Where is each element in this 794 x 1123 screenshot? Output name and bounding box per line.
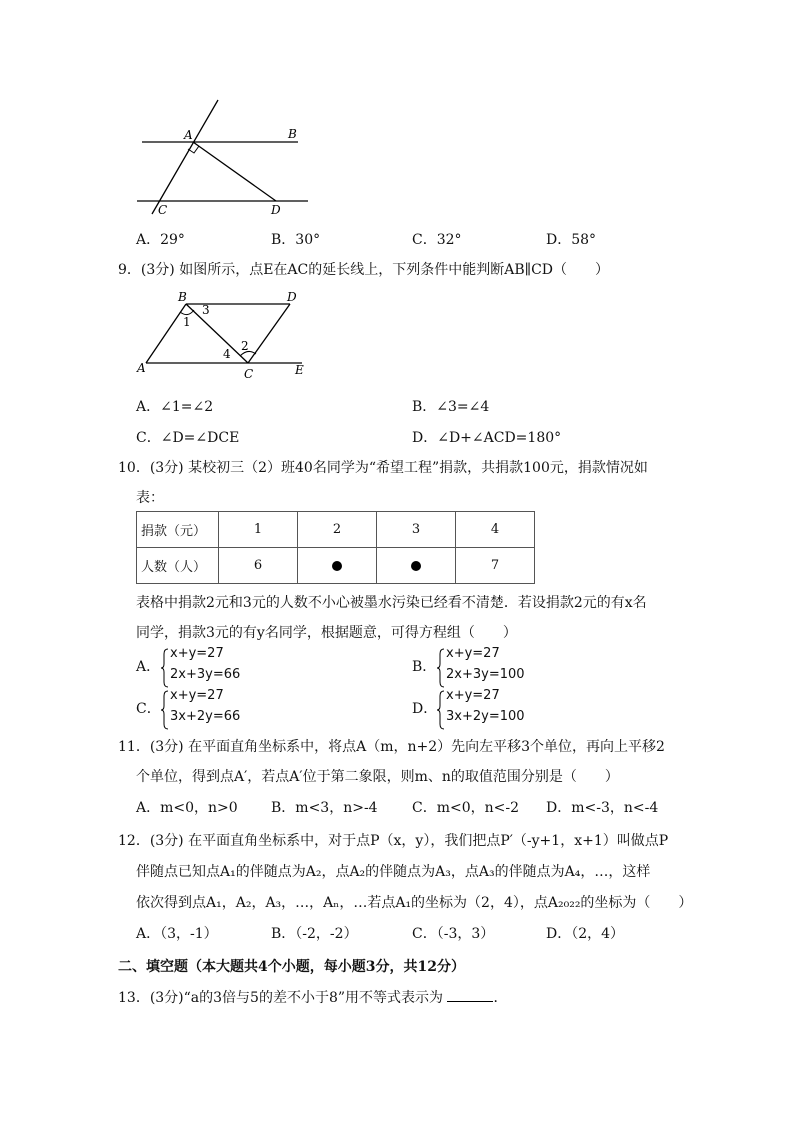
q12-option-c[interactable]: C．（-3，3） <box>412 926 495 942</box>
q12-option-b[interactable]: B．（-2，-2） <box>271 926 358 942</box>
q10-stem-line2: 表： <box>136 490 164 506</box>
q10-stem-line1: 10．(3分) 某校初三（2）班40名同学为“希望工程”捐款，共捐款100元，捐款情况如 <box>118 460 648 476</box>
table-cell: 1 <box>219 512 298 548</box>
q9-segment-dc <box>248 304 290 363</box>
table-row <box>137 512 535 548</box>
ink-blot-icon <box>332 561 342 571</box>
q11-option-c[interactable]: C．m<0，n<-2 <box>412 800 520 816</box>
q11-option-b[interactable]: B．m<3，n>-4 <box>271 800 378 816</box>
q11-option-a[interactable]: A．m<0，n>0 <box>136 800 238 816</box>
table-cell: 7 <box>456 548 535 584</box>
q9-label-a: A <box>137 361 146 375</box>
q8-label-c: C <box>158 203 168 217</box>
q8-segment-ad <box>193 142 276 201</box>
equation: 2x+3y=100 <box>446 667 525 682</box>
q11-option-d[interactable]: D．m<-3，n<-4 <box>546 800 659 816</box>
q9-label-b: B <box>178 290 187 304</box>
q8-option-d[interactable]: D．58° <box>546 232 597 248</box>
table-cell <box>298 548 377 584</box>
q11-line1: 11．(3分) 在平面直角坐标系中，将点A（m，n+2）先向左平移3个单位，再向上平移2 <box>118 739 665 755</box>
table-cell: 4 <box>456 512 535 548</box>
q9-angle-3: 3 <box>202 303 210 317</box>
q10-option-a-label[interactable]: A． <box>136 659 161 675</box>
brace-icon <box>436 690 446 730</box>
table-cell: 3 <box>377 512 456 548</box>
table-cell: 2 <box>298 512 377 548</box>
q8-option-a[interactable]: A．29° <box>136 232 185 248</box>
q11-line2: 个单位，得到点A′，若点A′位于第二象限，则m、n的取值范围分别是（ ） <box>136 769 619 785</box>
q9-segment-ab <box>146 304 186 363</box>
q12-line1: 12．(3分) 在平面直角坐标系中，对于点P（x，y），我们把点P′（-y+1，x+1）叫做点P <box>118 833 669 849</box>
brace-icon <box>160 648 170 688</box>
q8-option-b[interactable]: B．30° <box>271 232 321 248</box>
table-cell: 捐款（元） <box>137 512 219 548</box>
q9-angle-1: 1 <box>183 315 191 329</box>
equation: x+y=27 <box>170 646 224 661</box>
q10-option-d-label[interactable]: D． <box>412 701 438 717</box>
section-heading: 二、填空题（本大题共4个小题，每小题3分，共12分） <box>118 959 465 975</box>
q13-text: 13．(3分)“a的3倍与5的差不小于8”用不等式表示为 <box>118 990 444 1006</box>
q9-label-d: D <box>287 290 297 304</box>
q8-right-angle-mark <box>188 146 199 153</box>
equation: x+y=27 <box>170 688 224 703</box>
q12-option-d[interactable]: D．（2，4） <box>546 926 625 942</box>
answer-blank[interactable] <box>447 989 493 1002</box>
q9-angle-4: 4 <box>223 347 231 361</box>
q9-angle-2: 2 <box>241 339 249 353</box>
equation: 3x+2y=66 <box>170 709 241 724</box>
q8-label-b: B <box>288 127 297 141</box>
q10-text-line2: 同学，捐款3元的有y名同学，根据题意，可得方程组（ ） <box>136 625 517 641</box>
equation: 2x+3y=66 <box>170 667 241 682</box>
q10-table <box>136 511 535 584</box>
q8-figure <box>130 96 320 221</box>
q10-text-line1: 表格中捐款2元和3元的人数不小心被墨水污染已经看不清楚．若设捐款2元的有x名 <box>136 595 647 611</box>
brace-icon <box>160 690 170 730</box>
equation: 3x+2y=100 <box>446 709 525 724</box>
q9-option-c[interactable]: C．∠D=∠DCE <box>136 430 240 446</box>
q10-option-c-label[interactable]: C． <box>136 701 161 717</box>
table-cell: 6 <box>219 548 298 584</box>
q9-option-d[interactable]: D．∠D+∠ACD=180° <box>412 430 562 446</box>
q9-segment-bc <box>186 304 248 363</box>
q8-transversal <box>152 100 218 214</box>
q8-label-a: A <box>184 128 193 142</box>
table-row <box>137 548 535 584</box>
q13-line <box>118 987 507 1007</box>
q13-end: ． <box>493 990 508 1006</box>
q12-line3: 依次得到点A₁，A₂，A₃，…，Aₙ，…若点A₁的坐标为（2，4），点A₂₀₂₂的坐标为（ ） <box>136 895 693 911</box>
q12-line2: 伴随点已知点A₁的伴随点为A₂，点A₂的伴随点为A₃，点A₃的伴随点为A₄，…，这样 <box>136 864 651 880</box>
q8-option-c[interactable]: C．32° <box>412 232 462 248</box>
brace-icon <box>436 648 446 688</box>
q9-figure <box>134 288 314 383</box>
q9-label-c: C <box>244 367 254 381</box>
q9-option-b[interactable]: B．∠3=∠4 <box>412 399 490 415</box>
q9-label-e: E <box>295 363 304 377</box>
q12-option-a[interactable]: A．（3，-1） <box>136 926 218 942</box>
q10-option-b-label[interactable]: B． <box>412 659 437 675</box>
q9-stem: 9．(3分) 如图所示，点E在AC的延长线上，下列条件中能判断AB∥CD（ ） <box>118 262 610 278</box>
q9-option-a[interactable]: A．∠1=∠2 <box>136 399 214 415</box>
table-cell: 人数（人） <box>137 548 219 584</box>
equation: x+y=27 <box>446 688 500 703</box>
ink-blot-icon <box>411 561 421 571</box>
equation: x+y=27 <box>446 646 500 661</box>
table-cell <box>377 548 456 584</box>
q8-label-d: D <box>271 203 281 217</box>
